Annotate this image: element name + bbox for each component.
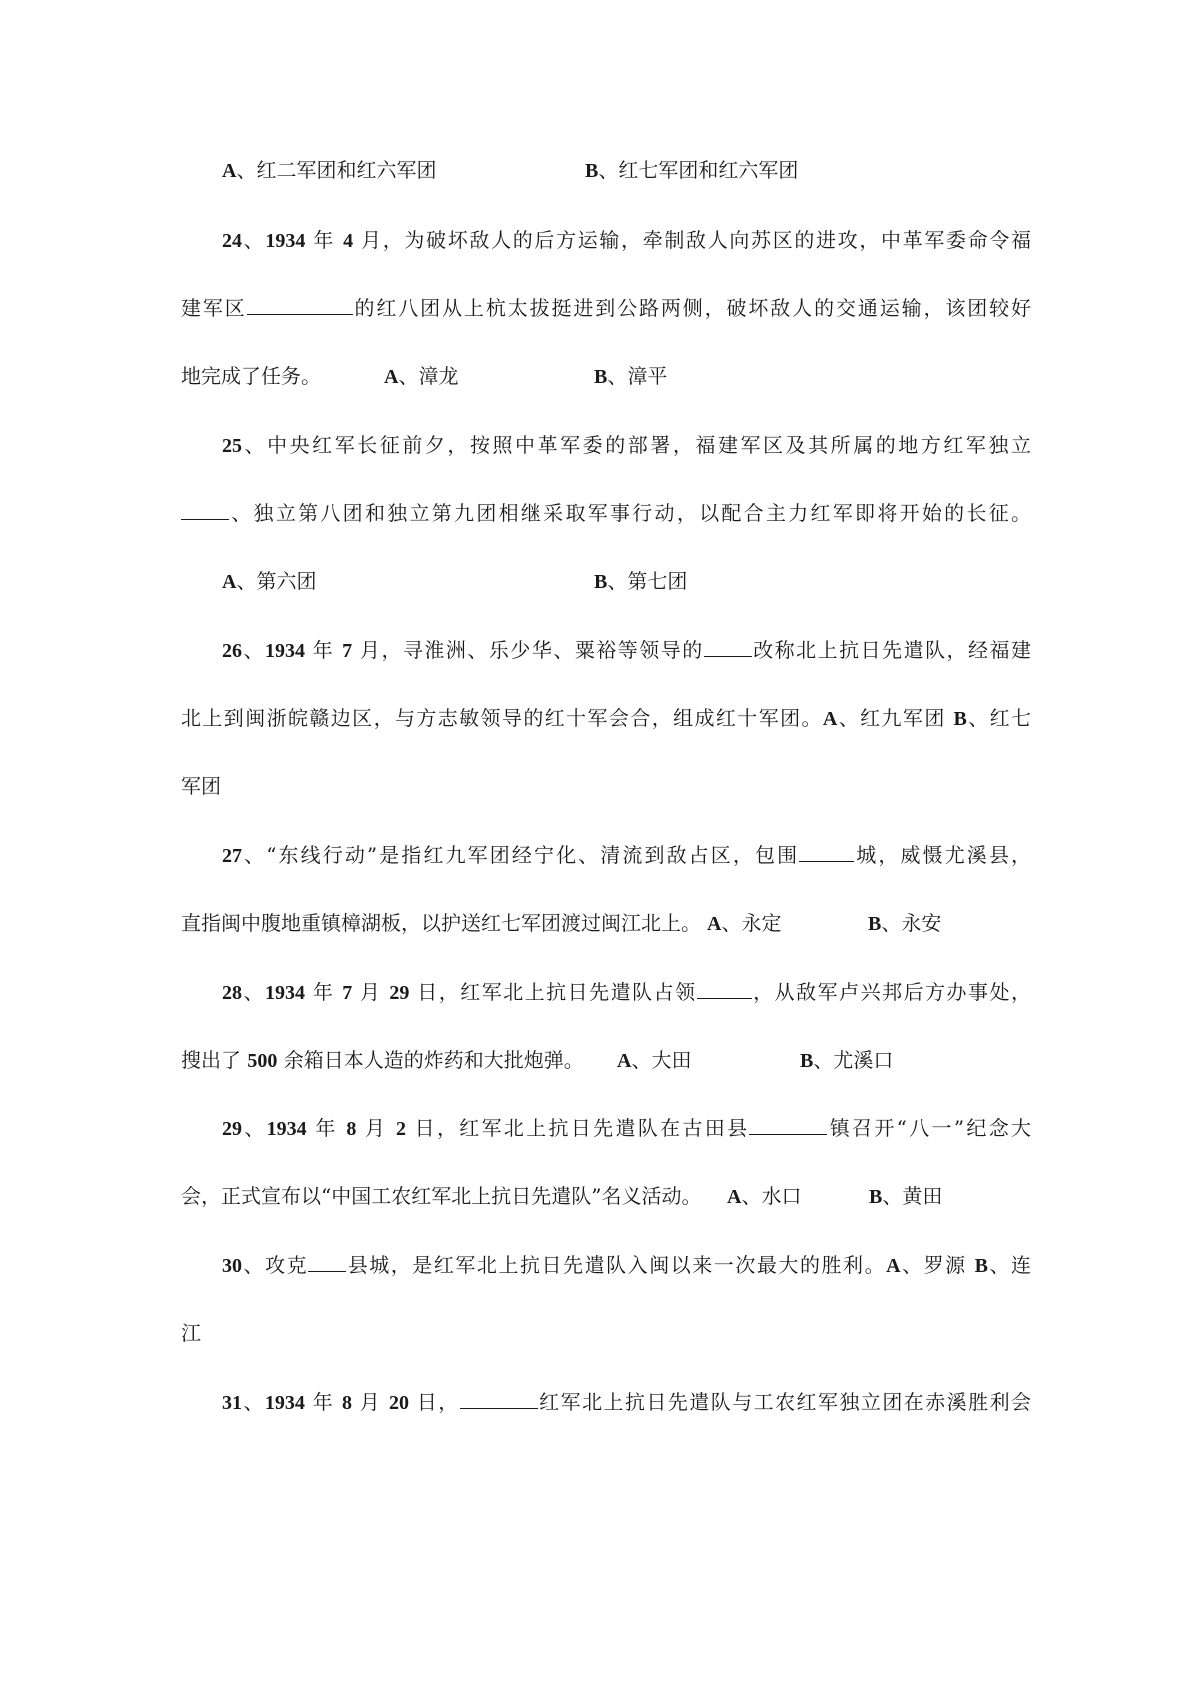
option-b: B、黄田 (869, 1184, 943, 1208)
q24-line-1: 24、1934 年 4 月，为破坏敌人的后方运输，牵制敌人向苏区的进攻，中革军委命令福 (222, 228, 1032, 252)
option-b: B、红七军团和红六军团 (585, 158, 799, 182)
option-a: A、漳龙 (384, 364, 459, 388)
answer-blank (749, 1116, 827, 1135)
q24-line-3: 地完成了任务。 A、漳龙 B、漳平 (181, 362, 1031, 390)
option-a: A、大田 (617, 1048, 692, 1072)
option-b: B、漳平 (594, 364, 668, 388)
option-b: B、第七团 (594, 569, 688, 593)
q25-options (222, 567, 1031, 596)
q28-line-1: 28、1934 年 7 月 29 日，红军北上抗日先遣队占领 ，从敌军卢兴邦后方办事处， (222, 980, 1032, 1004)
q26-line-1: 26、1934 年 7 月，寻淮洲、乐少华、粟裕等领导的 改称北上抗日先遣队，经福建 (222, 638, 1032, 662)
q29-line-2: 会，正式宣布以“中国工农红军北上抗日先遣队”名义活动。 A、水口 B、黄田 (181, 1182, 1031, 1210)
q29-line-1: 29、1934 年 8 月 2 日，红军北上抗日先遣队在古田县 镇召开“八一”纪念大 (222, 1116, 1032, 1140)
q24-line-2: 建军区 的红八团从上杭太拔挺进到公路两侧，破坏敌人的交通运输，该团较好 (181, 296, 1032, 320)
q30-line-2: 江 (181, 1321, 201, 1345)
q31-line-1: 31、1934 年 8 月 20 日， 红军北上抗日先遣队与工农红军独立团在赤溪胜利会 (222, 1390, 1032, 1414)
q25-line-1: 25、中央红军长征前夕，按照中革军委的部署，福建军区及其所属的地方红军独立 (222, 433, 1031, 457)
answer-blank (247, 296, 353, 315)
option-a: A、水口 (727, 1184, 802, 1208)
option-b: B、永安 (868, 911, 942, 935)
answer-blank (460, 1390, 538, 1409)
q23-options (222, 156, 1031, 185)
answer-blank (799, 843, 854, 862)
option-a: A、红九军团 (822, 706, 954, 730)
q25-line-2: 、独立第八团和独立第九团相继采取军事行动，以配合主力红军即将开始的长征。 (181, 499, 1031, 527)
option-a: A、永定 (707, 911, 782, 935)
answer-blank (181, 501, 229, 520)
answer-blank (704, 638, 752, 657)
option-b: B、连 (974, 1253, 1032, 1277)
answer-blank (697, 980, 752, 999)
q28-line-2: 搜出了 500 余箱日本人造的炸药和大批炮弹。 A、大田 B、尤溪口 (181, 1046, 1031, 1075)
q27-line-1: 27、“东线行动”是指红九军团经宁化、清流到敌占区，包围 城，威慑尤溪县， (222, 843, 1031, 867)
q26-line-2: 北上到闽浙皖赣边区，与方志敏领导的红十军会合，组成红十军团。A、红九军团 B、红七 (181, 706, 1032, 730)
option-b: B、尤溪口 (800, 1048, 894, 1072)
q30-line-1: 30、攻克 县城，是红军北上抗日先遣队入闽以来一次最大的胜利。A、罗源 B、连 (222, 1253, 1032, 1277)
answer-blank (308, 1253, 346, 1272)
option-a: A、红二军团和红六军团 (222, 158, 437, 182)
option-a: A、罗源 (886, 1253, 975, 1277)
option-b: B、红七 (953, 706, 1032, 730)
q27-line-2: 直指闽中腹地重镇樟湖板，以护送红七军团渡过闽江北上。 A、永定 B、永安 (181, 909, 1031, 937)
option-a: A、第六团 (222, 569, 317, 593)
q26-line-3: 军团 (181, 774, 221, 798)
